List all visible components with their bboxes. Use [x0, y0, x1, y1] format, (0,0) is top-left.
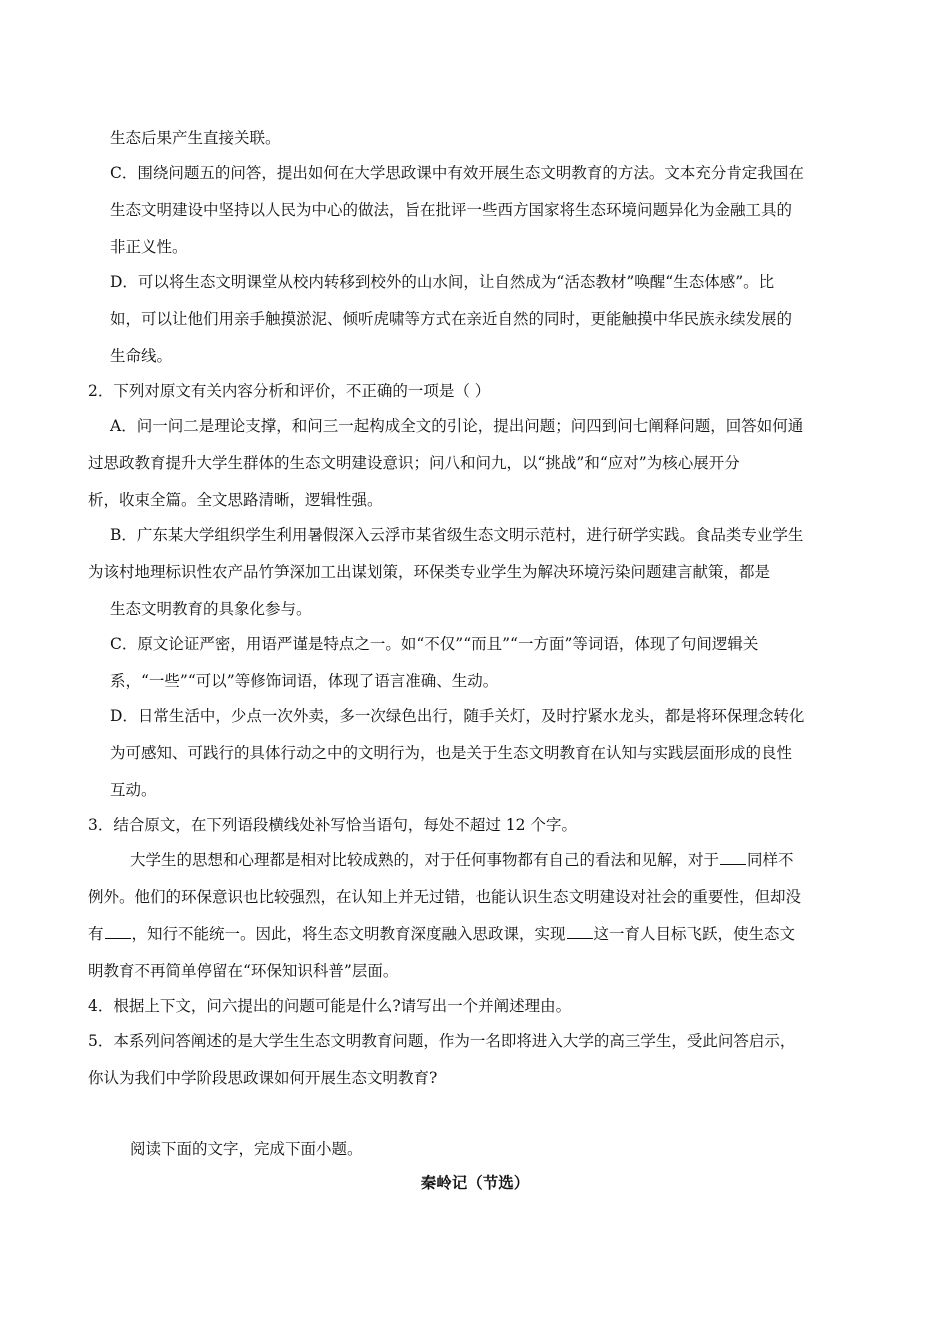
q4-stem: 4．根据上下文，问六提出的问题可能是什么?请写出一个并阐述理由。	[88, 997, 572, 1015]
q2-b-line-1: B．广东某大学组织学生利用暑假深入云浮市某省级生态文明示范村，进行研学实践。食品类专业学生	[110, 526, 804, 544]
q2-c-line-2: 系，“一些”“可以”等修饰词语，体现了语言准确、生动。	[110, 672, 499, 690]
q2-a-line-1: A．问一问二是理论支撑，和问三一起构成全文的引论，提出问题；问四到问七阐释问题，回答如何通	[110, 417, 804, 435]
q5-line-1: 5．本系列问答阐述的是大学生生态文明教育问题，作为一名即将进入大学的高三学生，受此问答启示，	[88, 1032, 796, 1050]
fill-blank-1[interactable]	[720, 850, 746, 865]
q1-b-end: 生态后果产生直接关联。	[110, 129, 281, 147]
q2-stem: 2．下列对原文有关内容分析和评价，不正确的一项是（ ）	[88, 382, 491, 400]
q1-d-line-3: 生命线。	[110, 347, 173, 365]
fill-blank-3[interactable]	[567, 924, 593, 939]
q2-a-line-3: 析，收束全篇。全文思路清晰，逻辑性强。	[88, 491, 383, 509]
q2-b-line-2: 为该村地理标识性农产品竹笋深加工出谋划策，环保类专业学生为解决环境污染问题建言献策，都是	[88, 563, 771, 581]
reading-intro: 阅读下面的文字，完成下面小题。	[130, 1140, 363, 1158]
q2-d-line-1: D．日常生活中，少点一次外卖，多一次绿色出行，随手关灯，及时拧紧水龙头，都是将环保理念转化	[110, 707, 805, 725]
q1-d-line-1: D．可以将生态文明课堂从校内转移到校外的山水间，让自然成为“活态教材”唤醒“生态体感”。比	[110, 273, 775, 291]
q2-b-line-3: 生态文明教育的具象化参与。	[110, 600, 312, 618]
q1-c-line-3: 非正义性。	[110, 238, 188, 256]
q3-paragraph-line-1: 大学生的思想和心理都是相对比较成熟的，对于任何事物都有自己的看法和见解，对于 同样不	[130, 851, 794, 869]
q1-d-line-2: 如，可以让他们用亲手触摸淤泥、倾听虎啸等方式在亲近自然的同时，更能触摸中华民族永续发展的	[110, 310, 793, 328]
passage-title: 秦岭记（节选）	[420, 1173, 530, 1192]
fill-blank-2[interactable]	[105, 924, 131, 939]
q5-line-2: 你认为我们中学阶段思政课如何开展生态文明教育?	[88, 1069, 438, 1087]
q3-stem: 3．结合原文，在下列语段横线处补写恰当语句，每处不超过 12 个字。	[88, 816, 577, 834]
q3-paragraph-line-2: 例外。他们的环保意识也比较强烈，在认知上并无过错，也能认识生态文明建设对社会的重要性，但却没	[88, 888, 802, 906]
q2-d-line-3: 互动。	[110, 781, 157, 799]
q1-c-line-2: 生态文明建设中坚持以人民为中心的做法，旨在批评一些西方国家将生态环境问题异化为金融工具的	[110, 201, 793, 219]
q2-d-line-2: 为可感知、可践行的具体行动之中的文明行为，也是关于生态文明教育在认知与实践层面形成的良性	[110, 744, 793, 762]
q2-c-line-1: C．原文论证严密，用语严谨是特点之一。如“不仅”“而且”“一方面”等词语，体现了句间逻辑关	[110, 635, 759, 653]
q1-c-line-1: C．围绕问题五的问答，提出如何在大学思政课中有效开展生态文明教育的方法。文本充分肯定我国在	[110, 164, 804, 182]
q2-a-line-2: 过思政教育提升大学生群体的生态文明建设意识；问八和问九，以“挑战”和“应对”为核心展开分	[88, 454, 740, 472]
q3-paragraph-line-3: 有 ，知行不能统一。因此，将生态文明教育深度融入思政课，实现 这一育人目标飞跃，使生态文	[88, 925, 796, 943]
q3-paragraph-line-4: 明教育不再简单停留在“环保知识科普”层面。	[88, 962, 399, 980]
